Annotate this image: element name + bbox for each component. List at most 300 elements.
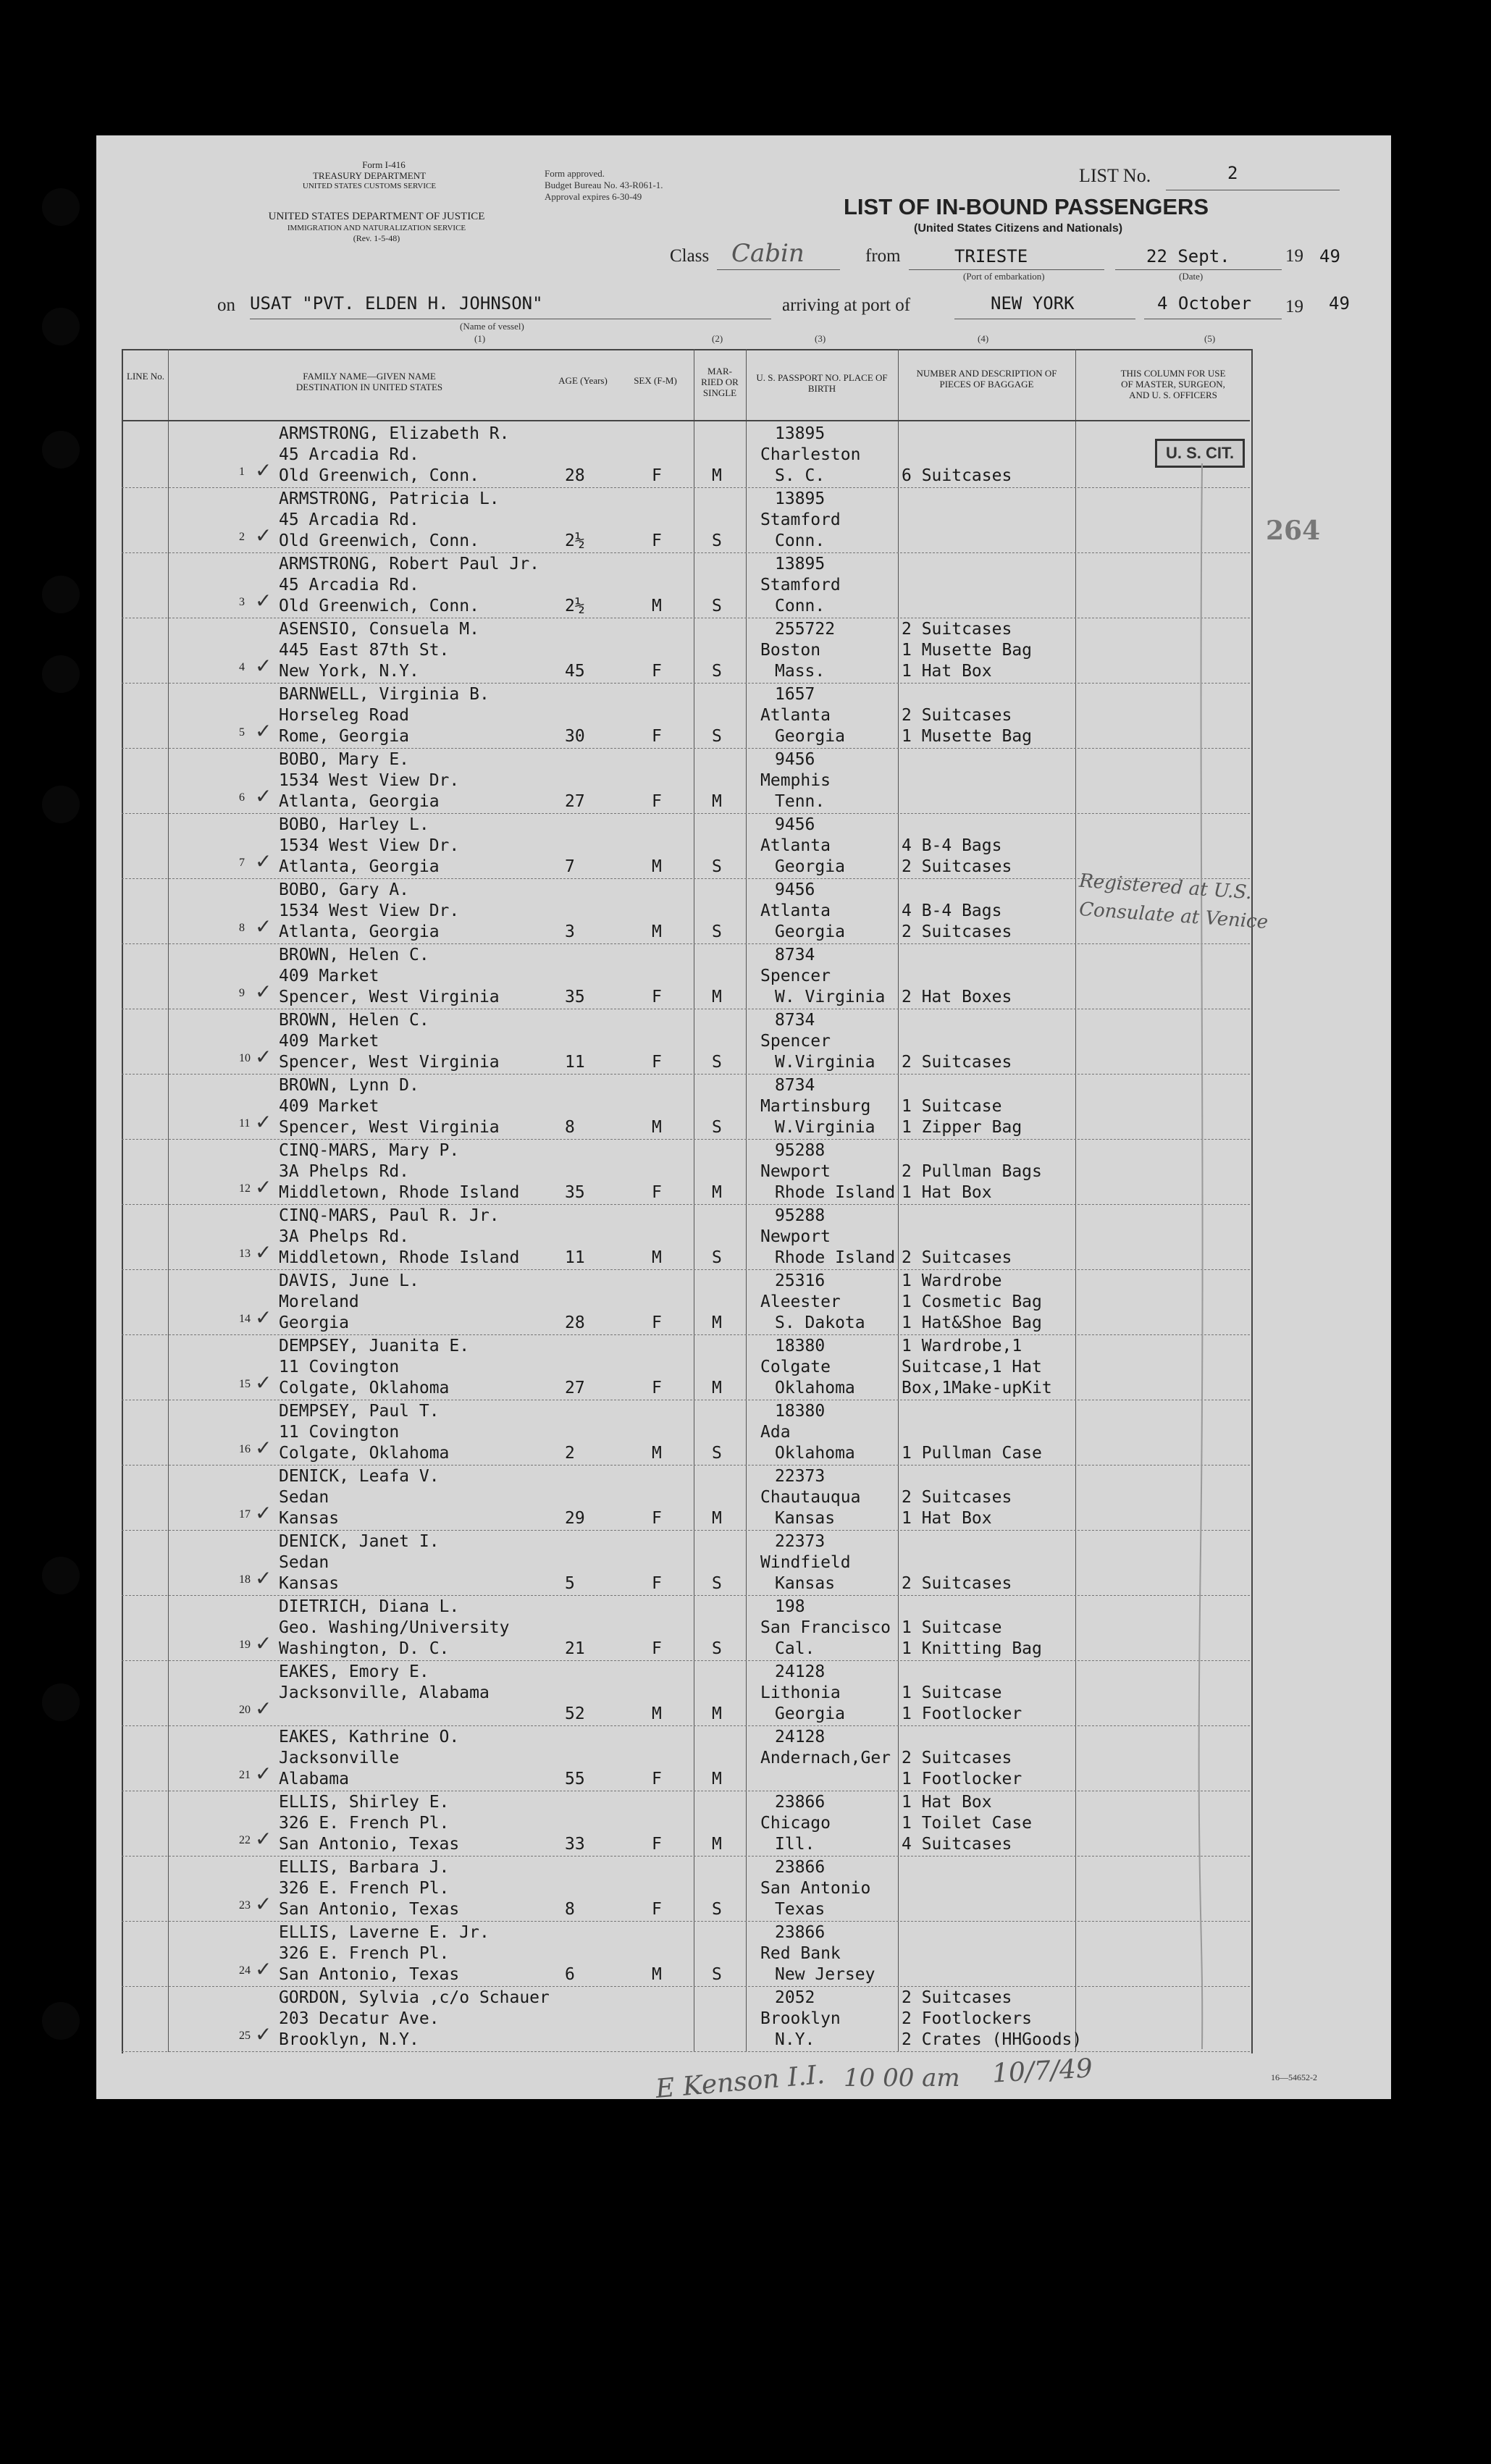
passenger-birth1: Boston (760, 641, 821, 660)
check-mark-icon: ✓ (255, 1762, 272, 1786)
passenger-baggage: 1 Suitcase (902, 1097, 1002, 1116)
check-mark-icon: ✓ (255, 980, 272, 1004)
passenger-sex: M (652, 1248, 662, 1267)
passenger-sex: F (652, 662, 662, 681)
form-number: Form I-416 (362, 159, 406, 170)
passenger-addr1: 1534 West View Dr. (279, 836, 460, 855)
passenger-name: EAKES, Emory E. (279, 1662, 429, 1681)
check-mark-icon: ✓ (255, 2022, 272, 2046)
passenger-birth1: Memphis (760, 771, 831, 790)
passenger-birth2: Oklahoma (775, 1379, 855, 1397)
passenger-age: 52 (565, 1704, 585, 1723)
check-mark-icon: ✓ (255, 1892, 272, 1916)
passenger-age: 27 (565, 792, 585, 811)
port-of-arrival: NEW YORK (991, 293, 1075, 314)
passenger-sex: M (652, 1118, 662, 1137)
passenger-sex: M (652, 1444, 662, 1463)
passenger-birth2: Cal. (775, 1639, 815, 1658)
passenger-addr2: Atlanta, Georgia (279, 922, 440, 941)
passenger-baggage: 4 Suitcases (902, 1835, 1012, 1854)
line-number: 5 (239, 726, 245, 739)
passenger-ms: S (712, 1965, 722, 1984)
passenger-baggage: 2 Suitcases (902, 620, 1012, 639)
passenger-sex: F (652, 1053, 662, 1072)
passenger-baggage: 1 Musette Bag (902, 727, 1033, 746)
passenger-sex: F (652, 1574, 662, 1593)
check-mark-icon: ✓ (255, 524, 272, 547)
passenger-age: 55 (565, 1770, 585, 1788)
passenger-sex: F (652, 1639, 662, 1658)
passenger-birth1: Spencer (760, 967, 831, 985)
passenger-addr1: Sedan (279, 1553, 329, 1572)
passenger-addr1: 3A Phelps Rd. (279, 1227, 410, 1246)
line-number: 2 (239, 531, 245, 543)
line-number: 1 (239, 466, 245, 478)
check-mark-icon: ✓ (255, 1240, 272, 1264)
passenger-addr2: Brooklyn, N.Y. (279, 2030, 419, 2049)
us-citizen-stamp: U. S. CIT. (1155, 439, 1245, 468)
passenger-name: ARMSTRONG, Robert Paul Jr. (279, 555, 540, 573)
passenger-passport: 24128 (775, 1728, 826, 1746)
passenger-addr2: Alabama (279, 1770, 349, 1788)
passenger-addr2: Atlanta, Georgia (279, 857, 440, 876)
line-number: 17 (239, 1508, 251, 1521)
line-number: 23 (239, 1899, 251, 1912)
check-mark-icon: ✓ (255, 1436, 272, 1460)
inspector-signature: E Kenson I.I. (654, 2059, 826, 2105)
passenger-addr2: Middletown, Rhode Island (279, 1183, 520, 1202)
passenger-ms: M (712, 1835, 722, 1854)
passenger-ms: S (712, 1574, 722, 1593)
passenger-baggage: 2 Suitcases (902, 922, 1012, 941)
passenger-baggage: 2 Suitcases (902, 1988, 1012, 2007)
passenger-birth2: Georgia (775, 727, 845, 746)
col-sex: SEX (F-M) (634, 375, 677, 386)
passenger-addr1: 1534 West View Dr. (279, 771, 460, 790)
passenger-age: 35 (565, 988, 585, 1006)
binder-hole (42, 2002, 80, 2040)
passenger-name: EAKES, Kathrine O. (279, 1728, 460, 1746)
col-name: FAMILY NAME—GIVEN NAME DESTINATION IN UNITED STATES (295, 371, 443, 392)
line-number: 9 (239, 987, 245, 999)
col-number-5: (5) (1204, 333, 1216, 344)
check-mark-icon: ✓ (255, 1110, 272, 1134)
passenger-passport: 198 (775, 1597, 805, 1616)
passenger-baggage: 1 Footlocker (902, 1770, 1022, 1788)
binder-hole (42, 308, 80, 345)
from-underline (909, 269, 1104, 270)
list-number: 2 (1227, 163, 1238, 183)
passenger-addr1: 45 Arcadia Rd. (279, 576, 419, 594)
col-number-4: (4) (978, 333, 989, 344)
approved-label: Form approved. (545, 168, 605, 179)
passenger-ms: M (712, 1704, 722, 1723)
departure-date: 22 Sept. (1146, 246, 1230, 266)
passenger-birth2: W.Virginia (775, 1053, 875, 1072)
passenger-addr2: Kansas (279, 1574, 340, 1593)
passenger-passport: 18380 (775, 1337, 826, 1355)
passenger-baggage: 2 Pullman Bags (902, 1162, 1042, 1181)
passenger-sex: F (652, 531, 662, 550)
passenger-addr2: San Antonio, Texas (279, 1900, 460, 1919)
passenger-baggage: 1 Toilet Case (902, 1814, 1033, 1833)
passenger-addr1: 11 Covington (279, 1423, 400, 1442)
officer-pencil-line (1188, 463, 1217, 2056)
passenger-addr1: 445 East 87th St. (279, 641, 450, 660)
expires-label: Approval expires 6-30-49 (545, 191, 642, 202)
revision-label: (Rev. 1-5-48) (353, 233, 400, 243)
passenger-name: CINQ-MARS, Mary P. (279, 1141, 460, 1160)
passenger-passport: 9456 (775, 815, 815, 834)
passenger-passport: 8734 (775, 1076, 815, 1095)
ins-label: IMMIGRATION AND NATURALIZATION SERVICE (287, 224, 466, 232)
binder-hole (42, 786, 80, 823)
passenger-sex: F (652, 1770, 662, 1788)
passenger-baggage: Box,1Make-upKit (902, 1379, 1052, 1397)
passenger-addr1: 1534 West View Dr. (279, 901, 460, 920)
passenger-birth2: W. Virginia (775, 988, 886, 1006)
check-mark-icon: ✓ (255, 1501, 272, 1525)
class-label: Class (670, 246, 710, 266)
passenger-birth2: Georgia (775, 922, 845, 941)
passenger-name: DIETRICH, Diana L. (279, 1597, 460, 1616)
passenger-addr1: 409 Market (279, 967, 379, 985)
passenger-addr1: 11 Covington (279, 1358, 400, 1376)
passenger-age: 7 (565, 857, 575, 876)
passenger-name: GORDON, Sylvia ,c/o Schauer (279, 1988, 550, 2007)
arriving-label: arriving at port of (782, 295, 911, 315)
line-number: 8 (239, 922, 245, 934)
passenger-name: BROWN, Lynn D. (279, 1076, 419, 1095)
arrival-date: 4 October (1157, 293, 1252, 314)
passenger-age: 45 (565, 662, 585, 681)
passenger-passport: 18380 (775, 1402, 826, 1421)
passenger-addr2: Georgia (279, 1313, 349, 1332)
passenger-birth2: S. Dakota (775, 1313, 865, 1332)
check-mark-icon: ✓ (255, 1175, 272, 1199)
passenger-addr2: Washington, D. C. (279, 1639, 450, 1658)
passenger-birth2: N.Y. (775, 2030, 815, 2049)
passenger-baggage: 2 Suitcases (902, 706, 1012, 725)
passenger-birth1: Aleester (760, 1292, 841, 1311)
class-value: Cabin (731, 239, 805, 268)
check-mark-icon: ✓ (255, 1696, 272, 1720)
passenger-sex: M (652, 597, 662, 615)
line-number: 25 (239, 2030, 251, 2042)
passenger-birth2: Georgia (775, 857, 845, 876)
passenger-addr1: 409 Market (279, 1032, 379, 1051)
line-number: 20 (239, 1704, 251, 1716)
passenger-birth1: Newport (760, 1162, 831, 1181)
col-number-3: (3) (815, 333, 826, 344)
passenger-birth2: Ill. (775, 1835, 815, 1854)
customs-label: UNITED STATES CUSTOMS SERVICE (302, 182, 437, 190)
page-number: 264 (1266, 516, 1321, 546)
list-label: LIST No. (1079, 165, 1151, 186)
page-title: LIST OF IN-BOUND PASSENGERS (844, 194, 1209, 219)
passenger-age: 6 (565, 1965, 575, 1984)
passenger-passport: 24128 (775, 1662, 826, 1681)
page-subtitle: (United States Citizens and Nationals) (914, 222, 1123, 235)
passenger-birth2: Mass. (775, 662, 826, 681)
passenger-age: 28 (565, 466, 585, 485)
col-passport: U. S. PASSPORT NO. PLACE OF BIRTH (756, 372, 888, 394)
passenger-passport: 2052 (775, 1988, 815, 2007)
passenger-ms: S (712, 1900, 722, 1919)
passenger-baggage: 1 Hat Box (902, 1793, 992, 1812)
passenger-birth1: Chautauqua (760, 1488, 861, 1507)
passenger-age: 28 (565, 1313, 585, 1332)
check-mark-icon: ✓ (255, 458, 272, 482)
passenger-birth1: Chicago (760, 1814, 831, 1833)
passenger-baggage: 2 Footlockers (902, 2009, 1033, 2028)
passenger-baggage: 2 Suitcases (902, 1574, 1012, 1593)
passenger-sex: M (652, 1965, 662, 1984)
treasury-label: TREASURY DEPARTMENT (312, 170, 427, 181)
passenger-name: ELLIS, Barbara J. (279, 1858, 450, 1877)
passenger-baggage: 2 Suitcases (902, 857, 1012, 876)
line-number: 3 (239, 596, 245, 608)
line-number: 10 (239, 1052, 251, 1064)
passenger-baggage: 1 Suitcase (902, 1618, 1002, 1637)
passenger-birth2: Texas (775, 1900, 826, 1919)
passenger-sex: F (652, 1183, 662, 1202)
passenger-birth2: Conn. (775, 531, 826, 550)
passenger-birth2: Georgia (775, 1704, 845, 1723)
passenger-passport: 9456 (775, 750, 815, 769)
passenger-addr2: Middletown, Rhode Island (279, 1248, 520, 1267)
line-number: 11 (239, 1117, 251, 1130)
passenger-ms: M (712, 988, 722, 1006)
passenger-ms: S (712, 597, 722, 615)
header-bottom-rule (122, 420, 1250, 421)
passenger-baggage: 1 Hat Box (902, 1509, 992, 1528)
arrival-year-prefix: 19 (1285, 297, 1303, 316)
passenger-baggage: 4 B-4 Bags (902, 836, 1002, 855)
passenger-addr1: 326 E. French Pl. (279, 1814, 450, 1833)
passenger-sex: M (652, 857, 662, 876)
on-label: on (217, 295, 235, 315)
passenger-baggage: 1 Footlocker (902, 1704, 1022, 1723)
passenger-ms: S (712, 1053, 722, 1072)
passenger-addr1: Jacksonville, Alabama (279, 1683, 490, 1702)
passenger-baggage: 2 Crates (HHGoods) (902, 2030, 1083, 2049)
check-mark-icon: ✓ (255, 1566, 272, 1590)
passenger-addr1: Geo. Washing/University (279, 1618, 510, 1637)
passenger-baggage: 1 Pullman Case (902, 1444, 1042, 1463)
arrival-year: 49 (1329, 293, 1350, 314)
line-number: 6 (239, 791, 245, 804)
line-number: 14 (239, 1313, 251, 1325)
passenger-birth1: Ada (760, 1423, 791, 1442)
passenger-birth1: Brooklyn (760, 2009, 841, 2028)
line-number: 18 (239, 1573, 251, 1586)
check-mark-icon: ✓ (255, 1305, 272, 1329)
passenger-age: 5 (565, 1574, 575, 1593)
passenger-name: ASENSIO, Consuela M. (279, 620, 479, 639)
passenger-addr2: San Antonio, Texas (279, 1965, 460, 1984)
passenger-baggage: 1 Musette Bag (902, 641, 1033, 660)
line-number: 4 (239, 661, 245, 673)
passenger-baggage: 1 Hat Box (902, 1183, 992, 1202)
passenger-age: 8 (565, 1900, 575, 1919)
passenger-birth1: Atlanta (760, 836, 831, 855)
passenger-sex: F (652, 727, 662, 746)
passenger-baggage: 1 Suitcase (902, 1683, 1002, 1702)
footer-code: 16—54652-2 (1271, 2072, 1317, 2082)
passenger-addr2: Rome, Georgia (279, 727, 410, 746)
check-mark-icon: ✓ (255, 1045, 272, 1069)
passenger-birth1: San Antonio (760, 1879, 871, 1898)
passenger-baggage: 2 Suitcases (902, 1749, 1012, 1767)
passenger-name: BOBO, Mary E. (279, 750, 410, 769)
passenger-birth2: Tenn. (775, 792, 826, 811)
passenger-birth1: Newport (760, 1227, 831, 1246)
line-number: 13 (239, 1248, 251, 1260)
passenger-name: DENICK, Leafa V. (279, 1467, 440, 1486)
passenger-baggage: 2 Suitcases (902, 1488, 1012, 1507)
passenger-addr1: 45 Arcadia Rd. (279, 445, 419, 464)
check-mark-icon: ✓ (255, 914, 272, 938)
passenger-sex: F (652, 1835, 662, 1854)
passenger-baggage: Suitcase,1 Hat (902, 1358, 1042, 1376)
passenger-birth2: Kansas (775, 1574, 836, 1593)
passenger-addr1: Jacksonville (279, 1749, 400, 1767)
passenger-age: 2½ (565, 531, 585, 550)
passenger-name: DEMPSEY, Paul T. (279, 1402, 440, 1421)
check-mark-icon: ✓ (255, 1631, 272, 1655)
passenger-passport: 9456 (775, 880, 815, 899)
passenger-addr2: Old Greenwich, Conn. (279, 531, 479, 550)
passenger-passport: 23866 (775, 1793, 826, 1812)
passenger-addr2: Old Greenwich, Conn. (279, 597, 479, 615)
passenger-birth2: Conn. (775, 597, 826, 615)
passenger-age: 29 (565, 1509, 585, 1528)
passenger-ms: S (712, 922, 722, 941)
port-of-embarkation: TRIESTE (954, 246, 1028, 266)
passenger-baggage: 1 Cosmetic Bag (902, 1292, 1042, 1311)
col-officers: THIS COLUMN FOR USE OF MASTER, SURGEON, AND U. S. OFFICERS (1120, 368, 1226, 400)
passenger-birth2: New Jersey (775, 1965, 875, 1984)
line-number: 22 (239, 1834, 251, 1846)
passenger-name: BARNWELL, Virginia B. (279, 685, 490, 704)
passenger-passport: 95288 (775, 1141, 826, 1160)
date-underline (1115, 269, 1282, 270)
passenger-name: ARMSTRONG, Patricia L. (279, 489, 500, 508)
passenger-age: 27 (565, 1379, 585, 1397)
passenger-birth1: San Francisco (760, 1618, 891, 1637)
from-label: from (865, 246, 901, 266)
passenger-age: 11 (565, 1053, 585, 1072)
passenger-name: BROWN, Helen C. (279, 946, 429, 964)
passenger-baggage: 6 Suitcases (902, 466, 1012, 485)
passenger-birth2: Rhode Island (775, 1183, 896, 1202)
passenger-baggage: 2 Suitcases (902, 1248, 1012, 1267)
passenger-ms: S (712, 662, 722, 681)
passenger-addr1: Horseleg Road (279, 706, 410, 725)
passenger-passport: 23866 (775, 1858, 826, 1877)
passenger-birth1: Martinsburg (760, 1097, 871, 1116)
passenger-sex: F (652, 1379, 662, 1397)
inspection-time: 10 00 am (844, 2064, 960, 2093)
col-baggage: NUMBER AND DESCRIPTION OF PIECES OF BAGGAGE (916, 368, 1057, 390)
passenger-sex: F (652, 1313, 662, 1332)
line-number: 19 (239, 1639, 251, 1651)
check-mark-icon: ✓ (255, 719, 272, 743)
passenger-baggage: 1 Wardrobe (902, 1271, 1002, 1290)
passenger-sex: F (652, 1900, 662, 1919)
passenger-addr2: Kansas (279, 1509, 340, 1528)
check-mark-icon: ✓ (255, 784, 272, 808)
passenger-baggage: 1 Wardrobe,1 (902, 1337, 1022, 1355)
passenger-age: 3 (565, 922, 575, 941)
passenger-addr1: 3A Phelps Rd. (279, 1162, 410, 1181)
passenger-baggage: 1 Hat Box (902, 662, 992, 681)
passenger-birth2: W.Virginia (775, 1118, 875, 1137)
check-mark-icon: ✓ (255, 1371, 272, 1395)
passenger-passport: 22373 (775, 1532, 826, 1551)
passenger-passport: 95288 (775, 1206, 826, 1225)
passenger-sex: F (652, 466, 662, 485)
passenger-baggage: 1 Knitting Bag (902, 1639, 1042, 1658)
col-line: LINE No. (127, 371, 164, 382)
passenger-passport: 23866 (775, 1923, 826, 1942)
passenger-passport: 25316 (775, 1271, 826, 1290)
consulate-note-2: Consulate at Venice (1078, 898, 1269, 934)
passenger-ms: S (712, 857, 722, 876)
passenger-age: 11 (565, 1248, 585, 1267)
passenger-sex: M (652, 922, 662, 941)
passenger-addr1: Sedan (279, 1488, 329, 1507)
passenger-baggage: 2 Suitcases (902, 1053, 1012, 1072)
passenger-name: ELLIS, Laverne E. Jr. (279, 1923, 490, 1942)
col-number-2: (2) (712, 333, 723, 344)
line-number: 7 (239, 857, 245, 869)
col-number-1: (1) (474, 333, 486, 344)
col-age: AGE (Years) (558, 375, 608, 386)
binder-hole (42, 576, 80, 613)
passenger-birth1: Windfield (760, 1553, 851, 1572)
passenger-name: ARMSTRONG, Elizabeth R. (279, 424, 510, 443)
passenger-addr1: 45 Arcadia Rd. (279, 510, 419, 529)
passenger-name: BROWN, Helen C. (279, 1011, 429, 1030)
passenger-ms: M (712, 1183, 722, 1202)
line-number: 24 (239, 1964, 251, 1977)
passenger-addr2: Spencer, West Virginia (279, 1118, 500, 1137)
passenger-birth1: Stamford (760, 510, 841, 529)
class-underline (717, 269, 840, 270)
binder-hole (42, 655, 80, 693)
passenger-addr2: Colgate, Oklahoma (279, 1379, 450, 1397)
passenger-ms: M (712, 1313, 722, 1332)
departure-year-prefix: 19 (1285, 246, 1303, 266)
passenger-birth1: Lithonia (760, 1683, 841, 1702)
passenger-sex: M (652, 1704, 662, 1723)
passenger-age: 2 (565, 1444, 575, 1463)
passenger-addr2: Atlanta, Georgia (279, 792, 440, 811)
passenger-ms: S (712, 727, 722, 746)
passenger-birth1: Atlanta (760, 706, 831, 725)
passenger-birth1: Spencer (760, 1032, 831, 1051)
passenger-ms: S (712, 1118, 722, 1137)
passenger-ms: M (712, 1379, 722, 1397)
check-mark-icon: ✓ (255, 589, 272, 613)
passenger-birth1: Stamford (760, 576, 841, 594)
passenger-addr1: 326 E. French Pl. (279, 1944, 450, 1963)
passenger-passport: 13895 (775, 424, 826, 443)
passenger-passport: 255722 (775, 620, 836, 639)
passenger-sex: F (652, 988, 662, 1006)
